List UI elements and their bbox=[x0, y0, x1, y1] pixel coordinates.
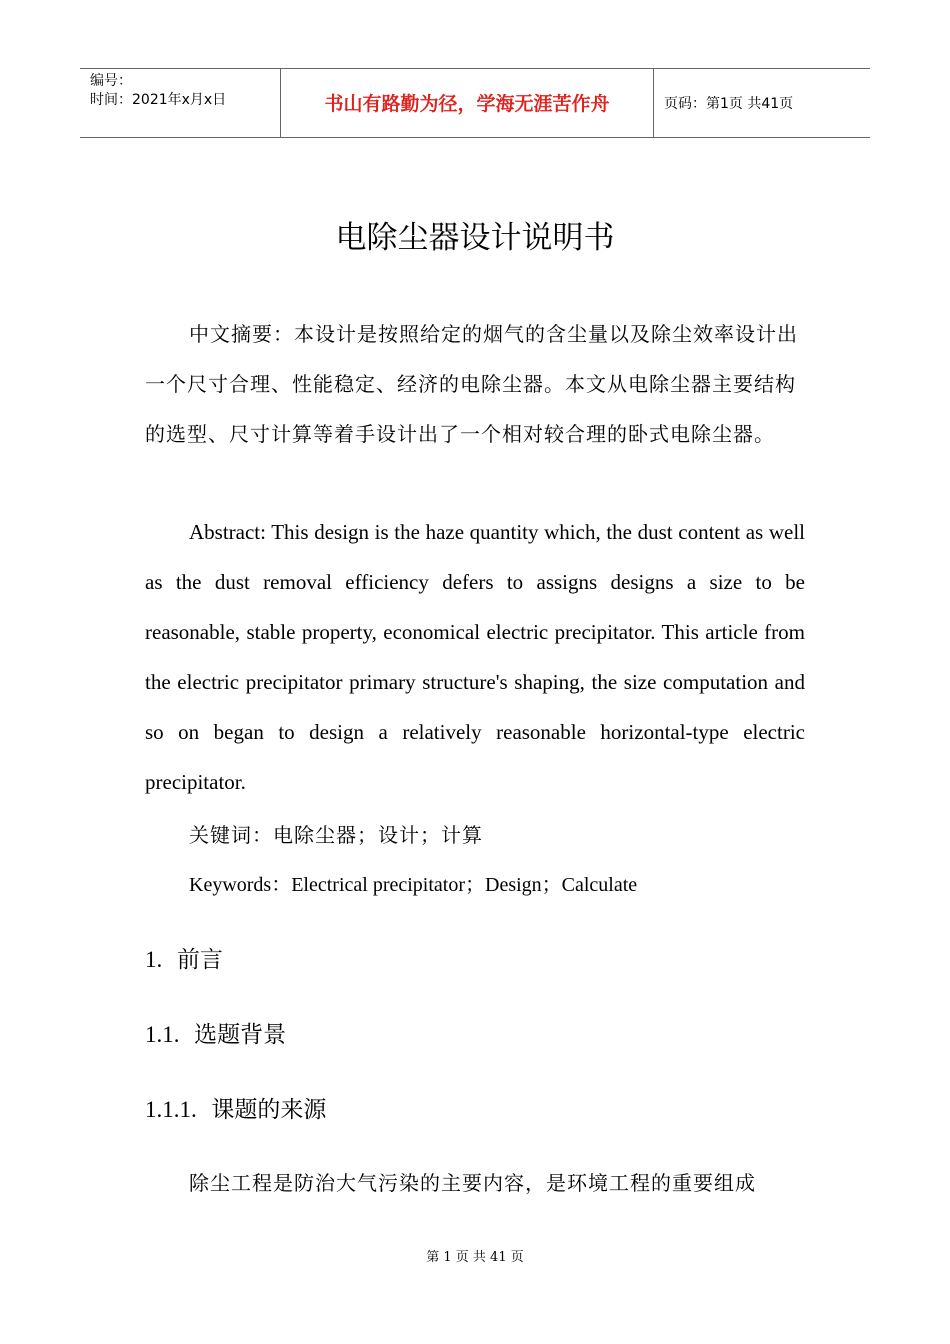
header-motto-cell bbox=[281, 69, 654, 137]
header-page-info: 页码：第1页 共41页 bbox=[664, 96, 794, 112]
section-title: 前言 bbox=[176, 947, 223, 973]
abstract-en: Abstract: This design is the haze quantity which, the dust content as well as the dust removal efficiency defers to assigns designs a size to be reasonable, stable property, economical electric precipitator. This article from the electric precipitator primary structure's shaping, the size computation and so on began to design a relatively reasonable horizontal-type electric precipitator. bbox=[145, 520, 805, 794]
header-page-cell bbox=[654, 69, 870, 137]
subsection-title: 选题背景 bbox=[194, 1022, 287, 1048]
document-title: 电除尘器设计说明书 bbox=[335, 220, 615, 256]
section-number: 1. bbox=[145, 947, 163, 972]
keywords-en: Keywords：Electrical precipitator；Design；Calculate bbox=[189, 874, 638, 896]
subsection-heading bbox=[145, 1016, 286, 1049]
body-paragraph: 除尘工程是防治大气污染的主要内容，是环境工程的重要组成 bbox=[189, 1171, 756, 1195]
subsubsection-heading bbox=[145, 1091, 326, 1124]
page-footer: 第 1 页 共 41 页 bbox=[426, 1250, 524, 1265]
subsection-number: 1.1. bbox=[145, 1022, 180, 1047]
subsubsection-number: 1.1.1. bbox=[145, 1097, 197, 1122]
keywords-cn-label: 关键词： bbox=[189, 823, 273, 847]
section-heading bbox=[145, 941, 223, 974]
keywords-cn bbox=[189, 819, 483, 848]
abstract-cn-label: 中文摘要： bbox=[189, 322, 294, 346]
keywords-cn-text: 电除尘器；设计；计算 bbox=[273, 823, 483, 847]
page-header bbox=[80, 68, 870, 138]
abstract-cn bbox=[145, 309, 805, 459]
doc-number-label: 编号： bbox=[90, 73, 132, 89]
doc-time-label: 时间：2021年x月x日 bbox=[90, 92, 227, 108]
subsubsection-title: 课题的来源 bbox=[211, 1097, 327, 1123]
header-meta-cell bbox=[80, 69, 281, 137]
header-motto: 书山有路勤为径，学海无涯苦作舟 bbox=[324, 93, 610, 115]
abstract-cn-text: 本设计是按照给定的烟气的含尘量以及除尘效率设计出一个尺寸合理、性能稳定、经济的电除尘器。本文从电除尘器主要结构的选型、尺寸计算等着手设计出了一个相对较合理的卧式电除尘器。 bbox=[145, 322, 798, 446]
